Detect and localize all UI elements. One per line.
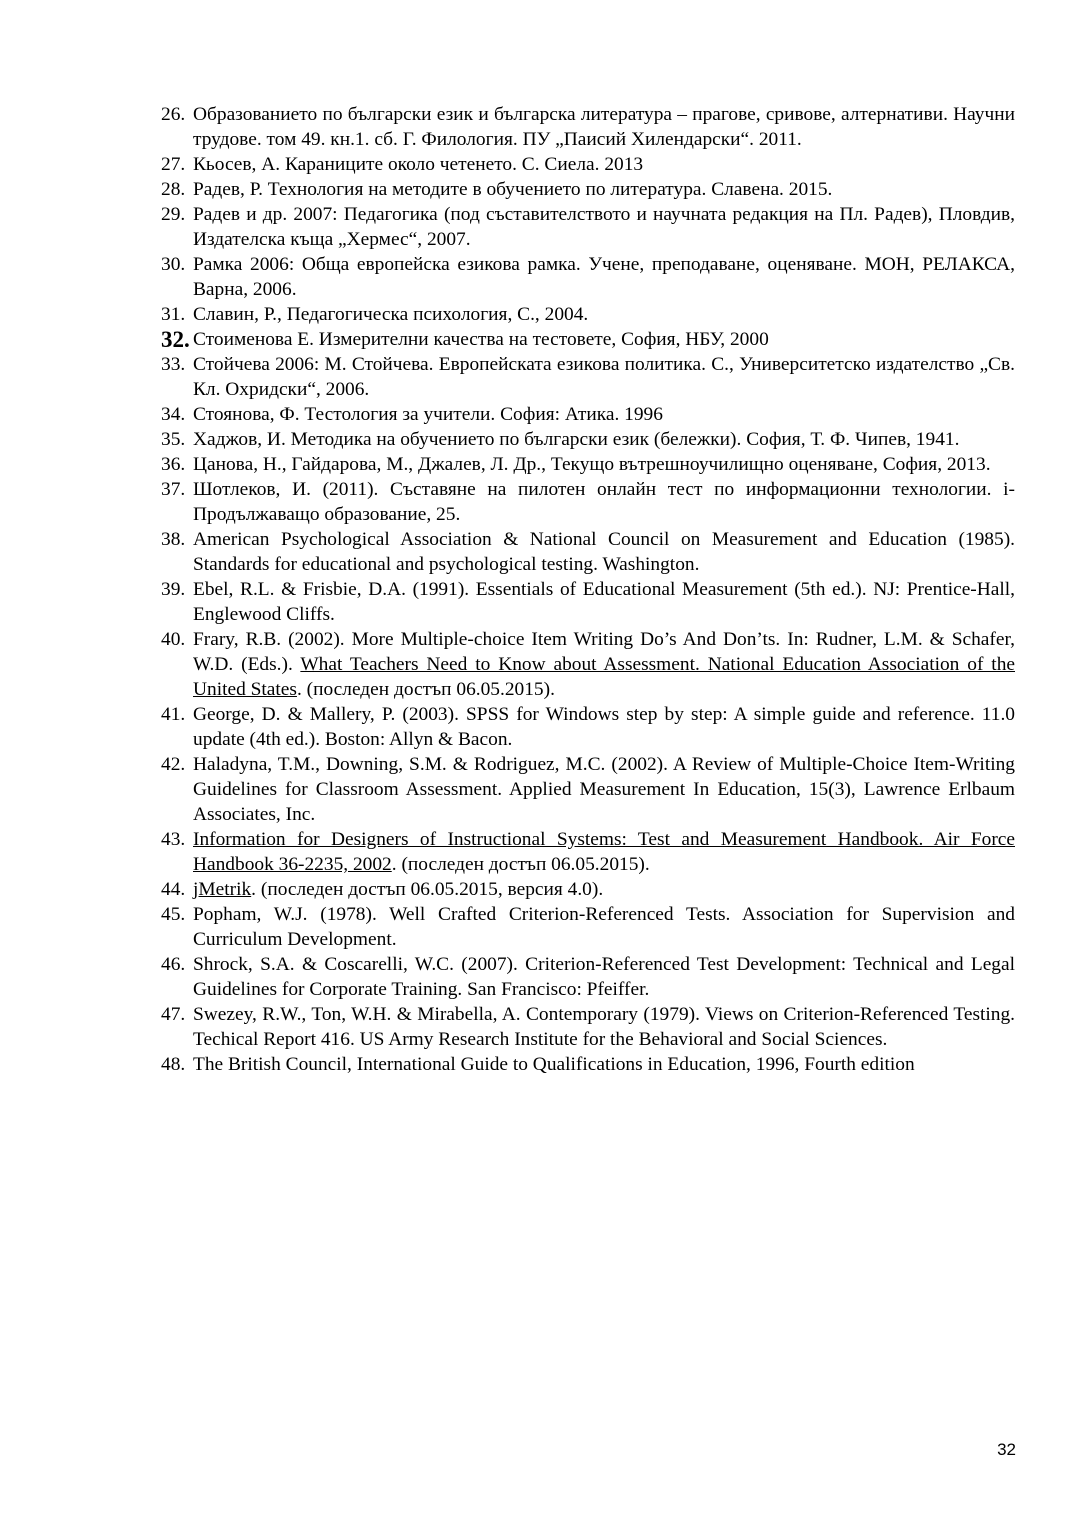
reference-link[interactable]: Information for Designers of Instructional Systems: Test and Measurement Handbook. Air Force Handbook 36-2235, 2002 [193,829,1015,875]
reference-text: George, D. & Mallery, P. (2003). SPSS for Windows step by step: A simple guide and reference. 11.0 update (4th ed.). Boston: Allyn & Bacon. [193,704,1015,750]
reference-text: The British Council, International Guide to Qualifications in Education, 1996, Fourth edition [193,1054,915,1075]
reference-item-36 [161,452,1015,477]
reference-item-42 [161,752,1015,827]
reference-item-27 [161,152,1015,177]
reference-text: Frary, R.B. (2002). More Multiple-choice Item Writing Do’s And Don’ts. In: Rudner, L.M. & Schafer, W.D. (Eds.). [193,629,1015,675]
reference-item-38 [161,527,1015,577]
reference-number: 45. [161,904,186,925]
reference-link[interactable]: jMetrik [193,879,252,900]
reference-number: 31. [161,304,186,325]
reference-number: 39. [161,579,186,600]
reference-item-40 [161,627,1015,702]
reference-item-44 [161,877,1015,902]
reference-number: 40. [161,629,186,650]
reference-number: 28. [161,179,186,200]
reference-item-43 [161,827,1015,877]
reference-item-31 [161,302,1015,327]
reference-list [161,102,1015,1077]
reference-text: Стоименова Е. Измерителни качества на тестовете, София, НБУ, 2000 [193,329,769,350]
reference-item-33 [161,352,1015,402]
reference-number: 38. [161,529,186,550]
reference-number: 35. [161,429,186,450]
reference-item-39 [161,577,1015,627]
reference-item-45 [161,902,1015,952]
reference-link[interactable]: What Teachers Need to Know about Assessment. National Education Association of the United States [193,654,1015,700]
reference-number: 37. [161,479,186,500]
reference-text: Цанова, Н., Гайдарова, М., Джалев, Л. Др., Текущо вътрешноучилищно оценяване, София, 2013. [193,454,991,475]
reference-item-28 [161,177,1015,202]
reference-item-47 [161,1002,1015,1052]
reference-item-48 [161,1052,1015,1077]
reference-number: 30. [161,254,186,275]
reference-text: Образованието по български език и българска литература – прагове, сривове, алтернативи. Научни трудове. том 49. кн.1. сб. Г. Филология. ПУ „Паисий Хилендарски“. 2011. [193,104,1015,150]
reference-number: 27. [161,154,186,175]
reference-text: Шотлеков, И. (2011). Съставяне на пилотен онлайн тест по информационни технологии. i-Продължаващо образование, 25. [193,479,1015,525]
reference-text: Стойчева 2006: М. Стойчева. Европейската езикова политика. С., Университетско издателство „Св. Кл. Охридски“, 2006. [193,354,1015,400]
reference-number: 36. [161,454,186,475]
reference-text: Рамка 2006: Обща европейска езикова рамка. Учене, преподаване, оценяване. МОН, РЕЛАКСА, Варна, 2006. [193,254,1015,300]
reference-item-30 [161,252,1015,302]
reference-number: 32. [161,327,190,352]
reference-text-suffix: . (последен достъп 06.05.2015). [391,854,650,875]
reference-number: 47. [161,1004,186,1025]
reference-text-suffix: . (последен достъп 06.05.2015). [296,679,555,700]
reference-number: 26. [161,104,186,125]
reference-text: Popham, W.J. (1978). Well Crafted Criterion-Referenced Tests. Association for Supervision and Curriculum Development. [193,904,1015,950]
reference-text: Shrock, S.A. & Coscarelli, W.C. (2007). Criterion-Referenced Test Development: Technical and Legal Guidelines for Corporate Training. San Francisco: Pfeiffer. [193,954,1015,1000]
reference-number: 34. [161,404,186,425]
reference-text: Ebel, R.L. & Frisbie, D.A. (1991). Essentials of Educational Measurement (5th ed.). NJ: Prentice-Hall, Englewood Cliffs. [193,579,1015,625]
reference-number: 46. [161,954,186,975]
reference-item-34 [161,402,1015,427]
reference-number: 41. [161,704,186,725]
reference-number: 33. [161,354,186,375]
reference-text: Haladyna, T.M., Downing, S.M. & Rodriguez, M.C. (2002). A Review of Multiple-Choice Item-Writing Guidelines for Classroom Assessment. Applied Measurement In Education, 15(3), Lawrence Erlbaum Associates, Inc. [193,754,1015,825]
reference-number: 43. [161,829,186,850]
reference-item-35 [161,427,1015,452]
page-number: 32 [997,1440,1016,1459]
reference-text: Стоянова, Ф. Тестология за учители. София: Атика. 1996 [193,404,663,425]
reference-text: Хаджов, И. Методика на обучението по български език (бележки). София, Т. Ф. Чипев, 1941. [193,429,960,450]
reference-text: Swezey, R.W., Ton, W.H. & Mirabella, A. Contemporary (1979). Views on Criterion-Referenced Testing. Techical Report 416. US Army Research Institute for the Behavioral and Social Sciences. [193,1004,1015,1050]
reference-text: Славин, Р., Педагогическа психология, С., 2004. [193,304,589,325]
reference-text: American Psychological Association & National Council on Measurement and Education (1985). Standards for educational and psychological testing. Washington. [193,529,1015,575]
reference-number: 29. [161,204,186,225]
reference-text-suffix: . (последен достъп 06.05.2015, версия 4.0). [251,879,604,900]
reference-item-37 [161,477,1015,527]
reference-item-32 [161,327,1015,352]
reference-number: 44. [161,879,186,900]
reference-item-29 [161,202,1015,252]
reference-number: 42. [161,754,186,775]
reference-text: Радев, Р. Технология на методите в обучението по литература. Славена. 2015. [193,179,833,200]
reference-item-26 [161,102,1015,152]
reference-text: Радев и др. 2007: Педагогика (под съставителството и научната редакция на Пл. Радев), Пловдив, Издателска къща „Хермес“, 2007. [193,204,1015,250]
reference-number: 48. [161,1054,186,1075]
reference-item-46 [161,952,1015,1002]
reference-item-41 [161,702,1015,752]
reference-text: Кьосев, А. Караниците около четенето. С. Сиела. 2013 [193,154,644,175]
